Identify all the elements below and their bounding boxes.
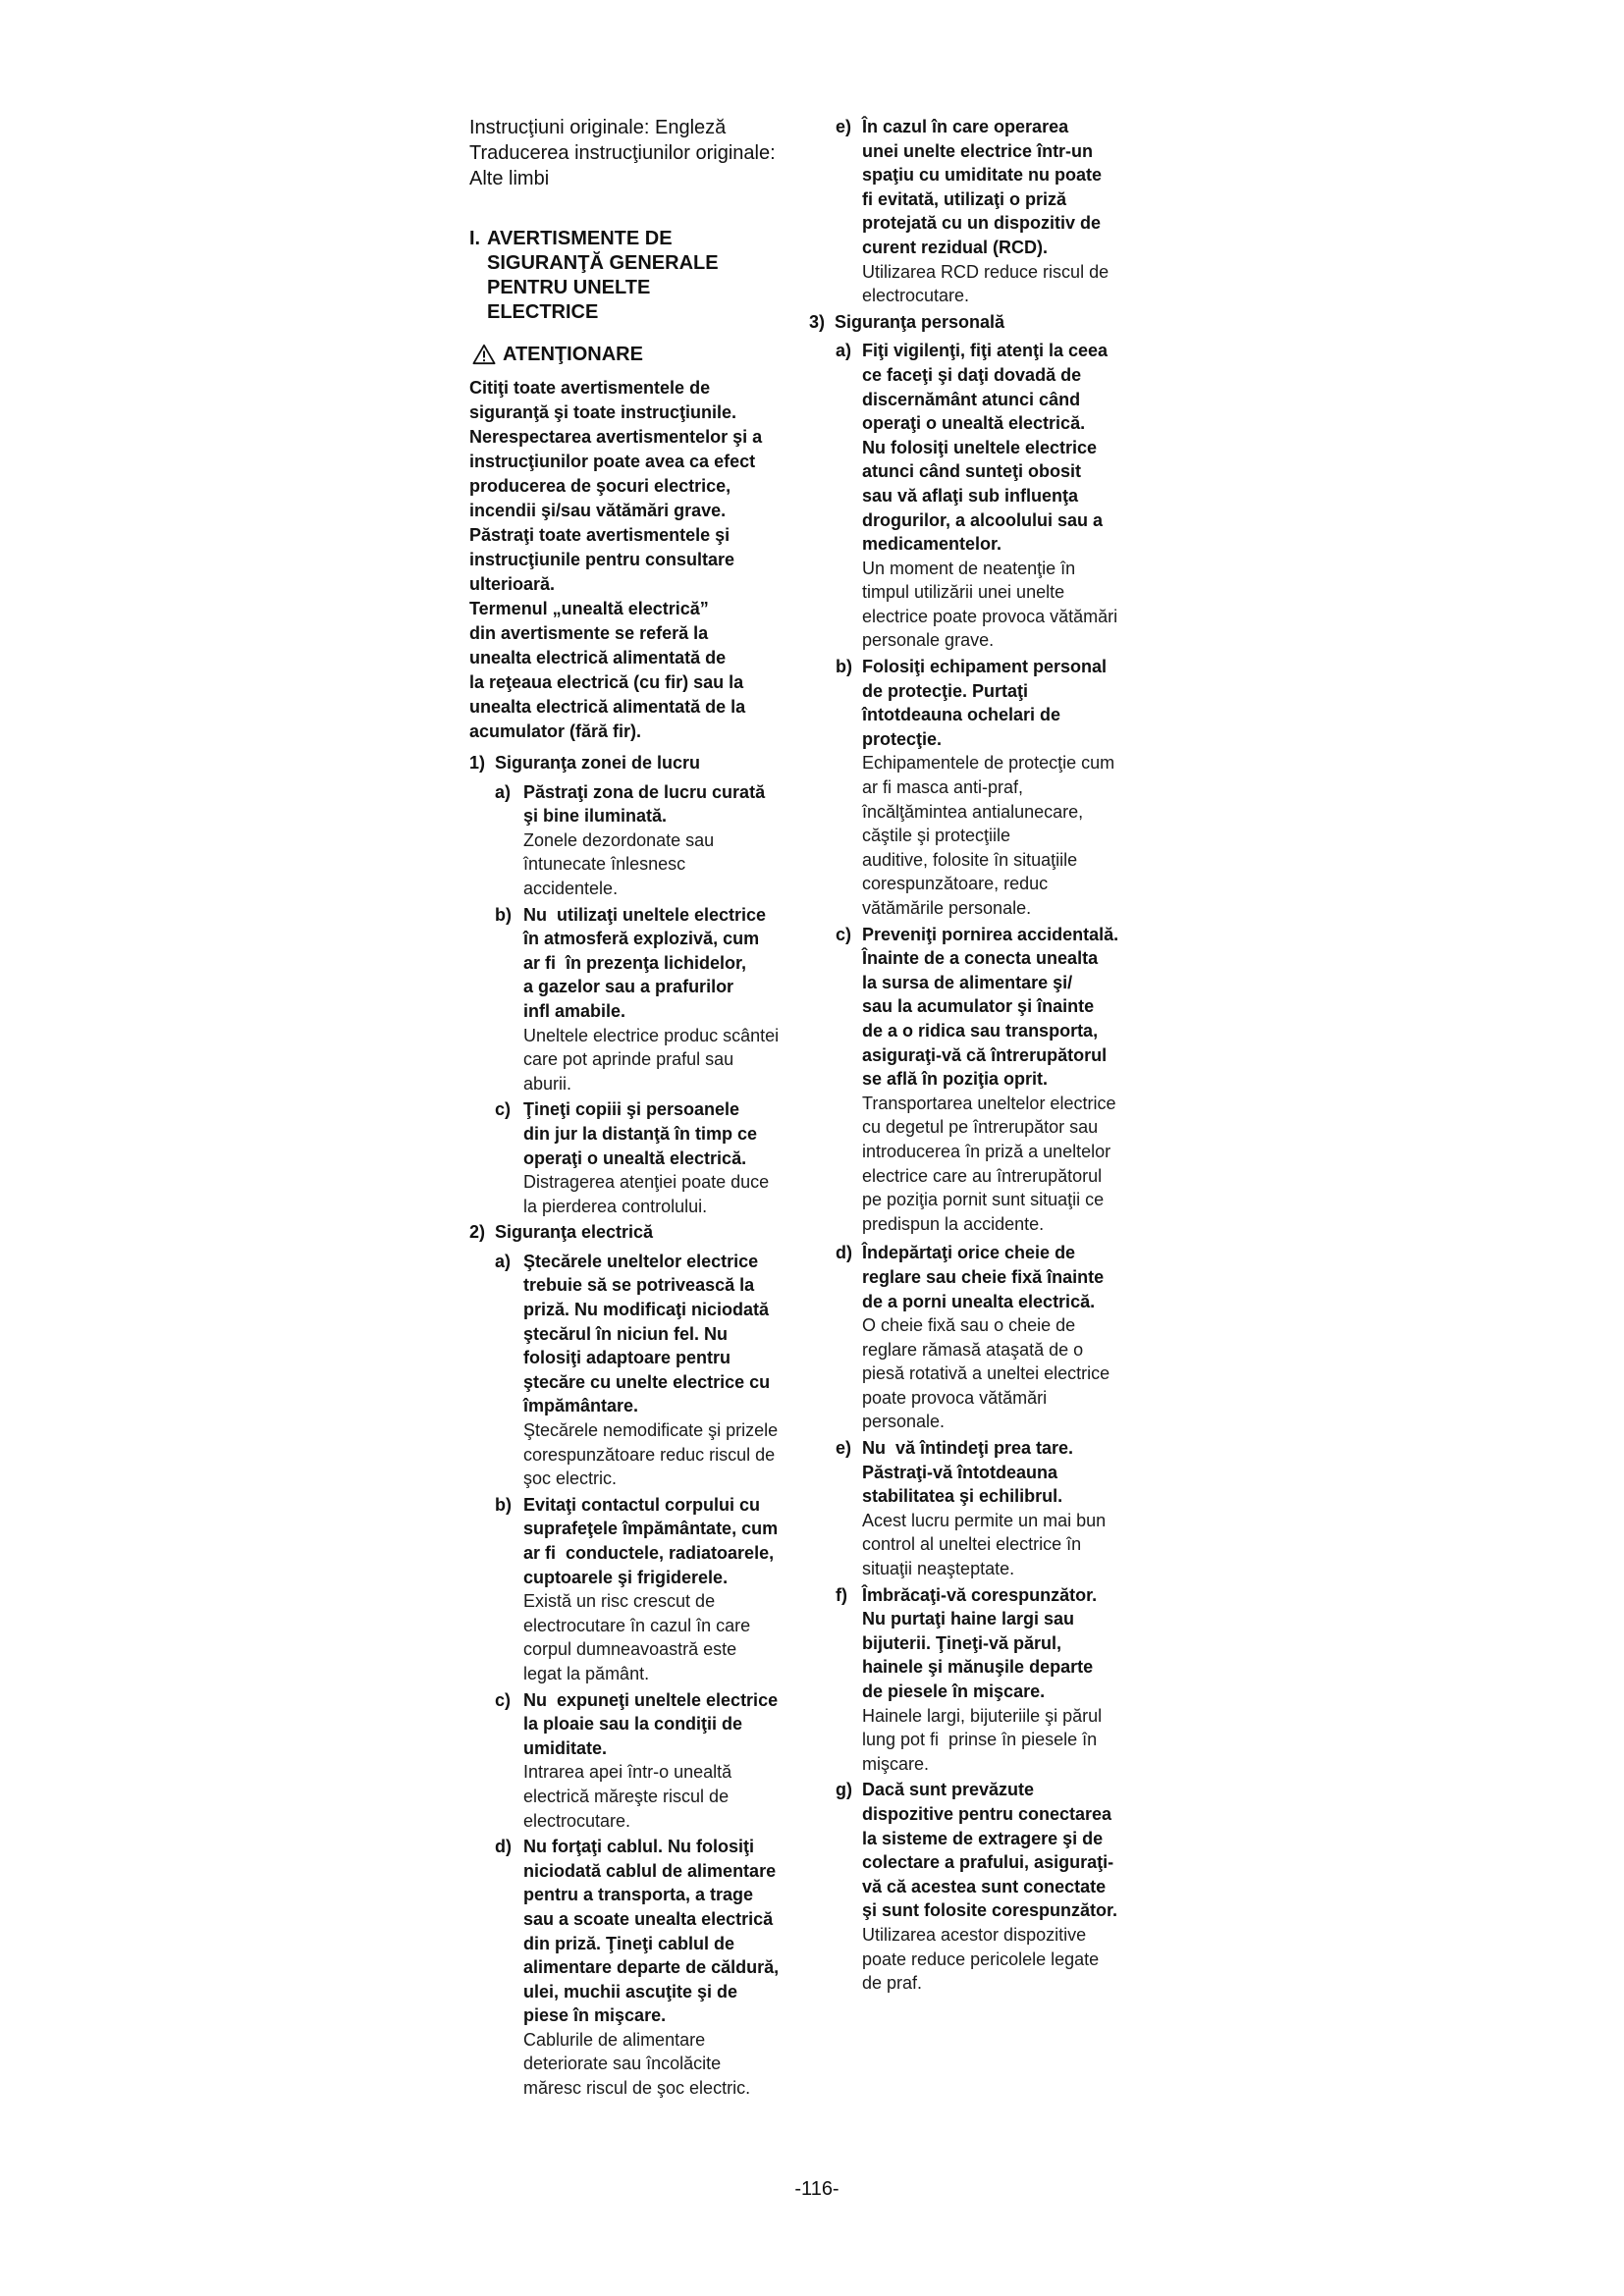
item-marker: f) — [836, 1584, 847, 1605]
item-body — [523, 1835, 779, 2101]
item-body — [862, 655, 1114, 921]
warning-heading — [469, 341, 793, 368]
right-column — [809, 115, 1143, 1996]
list-item — [809, 115, 1143, 308]
section-number: 2) — [469, 1222, 486, 1243]
item-marker: b) — [836, 657, 852, 677]
item-explanation: Intrarea apei într-o unealtă electrică măreşte riscul de electrocutare. — [523, 1762, 732, 1831]
list-item — [809, 1778, 1143, 1995]
item-explanation: Utilizarea RCD reduce riscul de electrocutare. — [862, 261, 1110, 306]
item-explanation: O cheie fixă sau o cheie de reglare rămasă ataşată de o piesă rotativă a uneltei electrice poate provoca vătămări personale. — [862, 1315, 1110, 1432]
item-explanation: Uneltele electrice produc scântei care pot aprinde praful sau aburii. — [523, 1025, 780, 1094]
item-instruction: Păstraţi zona de lucru curată şi bine iluminată. — [523, 781, 766, 827]
item-instruction: Folosiţi echipament personal de protecţie. Purtaţi întotdeauna ochelari de protecţie. — [862, 657, 1108, 749]
item-instruction: Dacă sunt prevăzute dispozitive pentru conectarea la sisteme de extragere şi de colectare a prafului, asiguraţi- vă că acestea sunt conectate şi sunt folosite corespunzător. — [862, 1780, 1118, 1921]
section-title: Siguranţa zonei de lucru — [495, 753, 701, 773]
item-body — [862, 339, 1117, 653]
item-body — [862, 1436, 1106, 1581]
item-instruction: Nu vă întindeţi prea tare. Păstraţi-vă întotdeauna stabilitatea şi echilibrul. — [862, 1438, 1074, 1507]
item-marker: b) — [495, 1494, 512, 1515]
intro-paragraph: Citiţi toate avertismentele de siguranţă şi toate instrucţiunile. Nerespectarea avertismentelor şi a instrucţiunilor poate avea ca efect producerea de şocuri electrice, incendii şi/sau vătămări grave. Păstraţi toate avertismentele şi instrucţiunile pentru consultare ulterioară. Termenul „unealtă electrică” din avertismente se referă la unealta electrică alimentată de la reţeaua electrică (cu fir) sau la unealta electrică alimentată de la acumulator (fără fir). — [469, 378, 763, 741]
chapter-number: I. — [469, 228, 481, 249]
item-marker: a) — [495, 781, 512, 802]
item-instruction: Nu expuneţi uneltele electrice la ploaie sau la condiţii de umiditate. — [523, 1689, 779, 1758]
item-explanation: Utilizarea acestor dispozitive poate reduce pericolele legate de praf. — [862, 1924, 1100, 1994]
item-instruction: Ştecărele uneltelor electrice trebuie să se potrivească la priză. Nu modificaţi niciodată ştecărul în niciun fel. Nu folosiţi adaptoare pentru ştecăre cu unelte electrice cu împământare. — [523, 1251, 771, 1416]
item-explanation: Hainele largi, bijuteriile şi părul lung pot fi prinse în piesele în mişcare. — [862, 1705, 1103, 1774]
item-marker: g) — [836, 1780, 852, 1800]
section-heading-electrical — [469, 1220, 793, 1245]
item-explanation: Zonele dezordonate sau întunecate înlesnesc accidentele. — [523, 829, 715, 898]
item-explanation: Un moment de neatenţie în timpul utilizării unei unelte electrice poate provoca vătămări personale grave. — [862, 558, 1118, 651]
section-number: 1) — [469, 753, 486, 773]
item-body — [862, 115, 1109, 308]
section-title: Siguranţa personală — [835, 311, 1005, 332]
item-body — [862, 923, 1118, 1237]
page-number: -116- — [794, 2178, 839, 2200]
list-item — [469, 780, 793, 901]
item-body — [523, 1493, 778, 1686]
item-body — [523, 1250, 778, 1491]
item-explanation: Acest lucru permite un mai bun control al uneltei electrice în situaţii neaşteptate. — [862, 1510, 1107, 1579]
item-body — [523, 780, 765, 901]
item-marker: e) — [836, 1438, 852, 1459]
item-instruction: Fiţi vigilenţi, fiţi atenţi la ceea ce faceţi şi daţi dovadă de discernământ atunci când operaţi o unealtă electrică. Nu folosiţi uneltele electrice atunci când sunteţi obosit sau vă aflaţi sub influenţa drogurilor, a alcoolului sau a medicamentelor. — [862, 341, 1109, 555]
item-explanation: Echipamentele de protecţie cum ar fi masca anti-praf, încălţămintea antialunecare, căştile şi protecţiile auditive, folosite în situaţiile corespunzătoare, reduc vătămările personale. — [862, 753, 1115, 918]
item-body — [523, 1688, 778, 1834]
item-instruction: În cazul în care operarea unei unelte electrice într-un spaţiu cu umiditate nu poate fi evitată, utilizaţi o priză protejată cu un dispozitiv de curent rezidual (RCD). — [862, 117, 1103, 257]
left-column — [469, 115, 793, 2101]
item-marker: c) — [836, 924, 852, 944]
list-item — [809, 655, 1143, 921]
warning-label: ATENŢIONARE — [503, 343, 643, 365]
list-item — [809, 923, 1143, 1237]
item-marker: c) — [495, 1099, 512, 1120]
list-item — [469, 1493, 793, 1686]
item-explanation: Distragerea atenţiei poate duce la pierderea controlului. — [523, 1172, 770, 1216]
item-marker: c) — [495, 1689, 512, 1710]
section-heading-work-area — [469, 751, 793, 775]
list-item — [469, 1250, 793, 1491]
item-instruction: Evitaţi contactul corpului cu suprafeţele împământate, cum ar fi conductele, radiatoarele, cuptoarele şi frigiderele. — [523, 1494, 779, 1587]
list-item — [809, 339, 1143, 653]
item-explanation: Transportarea uneltelor electrice cu degetul pe întrerupător sau introducerea în priză a uneltelor electrice care au întrerupătorul pe poziţia pornit sunt situaţii ce predispun la accidente. — [862, 1093, 1116, 1234]
item-body — [523, 903, 779, 1096]
section-number: 3) — [809, 311, 826, 332]
item-marker: a) — [836, 341, 852, 361]
list-item — [469, 903, 793, 1096]
warning-triangle-icon — [472, 344, 496, 365]
section-heading-personal — [809, 310, 1143, 335]
item-explanation: Cablurile de alimentare deteriorate sau încolăcite măresc riscul de şoc electric. — [523, 2029, 751, 2099]
translation-note: Instrucţiuni originale: Engleză Traducerea instrucţiunilor originale: Alte limbi — [469, 117, 776, 189]
item-instruction: Preveniţi pornirea accidentală. Înainte de a conecta unealta la sursa de alimentare şi/ sau la acumulator şi înainte de a o ridica sau transporta, asiguraţi-vă că întrerupătorul se află în poziţia oprit. — [862, 924, 1119, 1090]
item-instruction: Îmbrăcaţi-vă corespunzător. Nu purtaţi haine largi sau bijuterii. Ţineţi-vă părul, hainele şi mănuşile departe de piesele în mişcare. — [862, 1584, 1098, 1701]
item-instruction: Nu forţaţi cablul. Nu folosiţi niciodată cablul de alimentare pentru a transporta, a trage sau a scoate unealta electrică din priză. Ţineţi cablul de alimentare departe de căldură, ulei, muchii ascuţite şi de piese în mişcare. — [523, 1837, 780, 2026]
item-instruction: Nu utilizaţi uneltele electrice în atmosferă explozivă, cum ar fi în prezenţa lichidelor, a gazelor sau a prafurilor infl amabile. — [523, 904, 767, 1021]
item-explanation: Ştecărele nemodificate şi prizele corespunzătoare reduc riscul de şoc electric. — [523, 1420, 779, 1489]
item-marker: d) — [836, 1243, 852, 1263]
item-marker: b) — [495, 904, 512, 925]
list-item — [469, 1835, 793, 2101]
item-marker: a) — [495, 1251, 512, 1271]
list-item — [809, 1583, 1143, 1777]
item-body — [862, 1583, 1102, 1777]
list-item — [469, 1688, 793, 1834]
list-item — [809, 1241, 1143, 1434]
section-title: Siguranţa electrică — [495, 1222, 654, 1243]
chapter-heading — [469, 227, 793, 325]
item-body — [862, 1241, 1110, 1434]
item-instruction: Îndepărtaţi orice cheie de reglare sau cheie fixă înainte de a porni unealta electrică. — [862, 1243, 1105, 1311]
item-body — [862, 1778, 1117, 1995]
item-marker: d) — [495, 1837, 512, 1857]
list-item — [469, 1097, 793, 1218]
item-instruction: Ţineţi copiii şi persoanele din jur la distanţă în timp ce operaţi o unealtă electrică. — [523, 1099, 758, 1168]
chapter-title: AVERTISMENTE DE SIGURANŢĂ GENERALE PENTRU UNELTE ELECTRICE — [487, 228, 719, 323]
item-body — [523, 1097, 769, 1218]
item-marker: e) — [836, 117, 852, 136]
item-explanation: Există un risc crescut de electrocutare în cazul în care corpul dumneavoastră este legat la pământ. — [523, 1591, 751, 1683]
list-item — [809, 1436, 1143, 1581]
